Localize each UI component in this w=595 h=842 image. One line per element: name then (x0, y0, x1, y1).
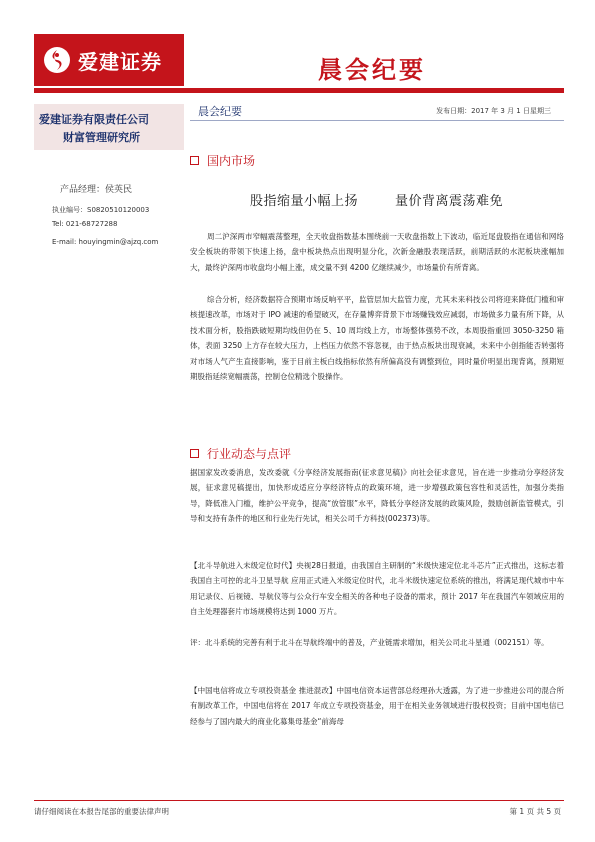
telephone: Tel: 021-68727288 (52, 220, 118, 228)
industry-paragraph-2-comment: 评：北斗系统的完善有利于北斗在导航终端中的普及，产业链需求增加，相关公司北斗星通（002151）等。 (190, 638, 549, 647)
section-bullet-icon (190, 449, 199, 458)
brand-emblem-icon (42, 45, 72, 75)
department-name: 财富管理研究所 (63, 131, 140, 144)
domestic-paragraph-2: 综合分析，经济数据符合预期市场反响平平，监管层加大监管力度，尤其未来科技公司将迎来降低门槛和审核提速改革，市场对于 IPO 减速的希望破灭，在存量博弈背景下市场赚钱效应减弱，市场做多力量有所下降，从技术面分析，股指跌破短期均线但仍在 5、10 周均线上方，市场整体强势不改，本周股指重回 3050-3250 箱体，表面 3250 上方存在较大压力，上档压力依然不容忽视，由于热点板块出现衰减，未来中小创指能否转强将对市场人气产生直接影响，鉴于目前主板白线指标依然有所偏高没有调整到位，同时量价明显出现背离，预期短期股指延续宽幅震荡，控制仓位精选个股操作。 (190, 295, 564, 382)
header-rule (34, 88, 564, 93)
industry-paragraph-3: 【中国电信将成立专项投资基金 推进混改】中国电信资本运营部总经理孙大透露，为了进一步推进公司的混合所有制改革工作，中国电信将在 2017 年成立专项投资基金，用于在相关业务领域进行股权投资；目前中国电信已经参与了国内最大的商业化募集母基金“前海母 (190, 686, 564, 726)
top-report-label: 晨会纪要 (198, 105, 242, 118)
certificate-number: 执业编号：S0820510120003 (52, 206, 150, 214)
company-name: 爱建证券有限责任公司 (39, 113, 149, 126)
report-type-title: 晨会纪要 (318, 56, 426, 84)
section-industry-heading (190, 445, 291, 462)
brand-name: 爱建证券 (78, 49, 162, 74)
headline-right: 量价背离震荡难免 (395, 194, 504, 209)
product-manager: 产品经理：侯英民 (60, 185, 133, 195)
industry-paragraph-1: 据国家发改委消息，发改委就《分享经济发展指南(征求意见稿)》向社会征求意见，旨在进一步推动分享经济发展，征求意见稿提出，加快形成适应分享经济特点的政策环境，进一步增强政策包容性和灵活性，加强分类指导，降低准入门槛，维护公平竞争，提高“放管服”水平，降低分享经济发展的政策风险，鼓励创新监管模式，引导和支持有条件的地区和行业先行先试，相关公司千方科技(002373)等。 (190, 468, 564, 524)
top-divider (190, 120, 564, 121)
page-number: 第 1 页 共 5 页 (509, 807, 561, 816)
email: E-mail: houyingmin@ajzq.com (52, 238, 159, 246)
domestic-paragraph-1: 周二沪深两市窄幅震荡整理，全天收盘指数基本围绕前一天收盘指数上下波动，临近尾盘股指在通信和网络安全板块的带领下快速上扬，盘中板块热点出现明显分化，次新金融股表现活跃，前期活跃的水泥板块涨幅加大，最终沪深两市收盘均小幅上涨，成交量不到 4200 亿继续减少，市场量价有所背离。 (190, 232, 564, 272)
footer-rule (34, 800, 564, 801)
footer-disclaimer: 请仔细阅读在本报告尾部的重要法律声明 (34, 807, 169, 816)
section-domestic-market-heading (190, 152, 255, 169)
section-bullet-icon (190, 156, 199, 165)
industry-paragraph-2: 【北斗导航进入未级定位时代】央视28日报道，由我国自主研制的“米级快速定位北斗芯片”正式推出，这标志着我国自主可控的北斗卫星导航 应用正式进入米级定位时代，北斗米级快速定位系统的推出，将满足现代城市中车用记录仪、后视镜、导航仪等与公众行车安全相关的各种电子设备的需求，预计 2017 年在我国汽车领域应用的自主处理器套片市场规模将达到 1000 万片。 (190, 561, 564, 617)
section-title: 国内市场 (207, 154, 256, 168)
headline-left: 股指缩量小幅上扬 (250, 194, 359, 209)
report-header (0, 0, 595, 100)
publish-date: 发布日期：2017 年 3 月 1 日星期三 (436, 107, 551, 115)
section-title: 行业动态与点评 (207, 447, 292, 461)
brand-logo (34, 34, 184, 86)
